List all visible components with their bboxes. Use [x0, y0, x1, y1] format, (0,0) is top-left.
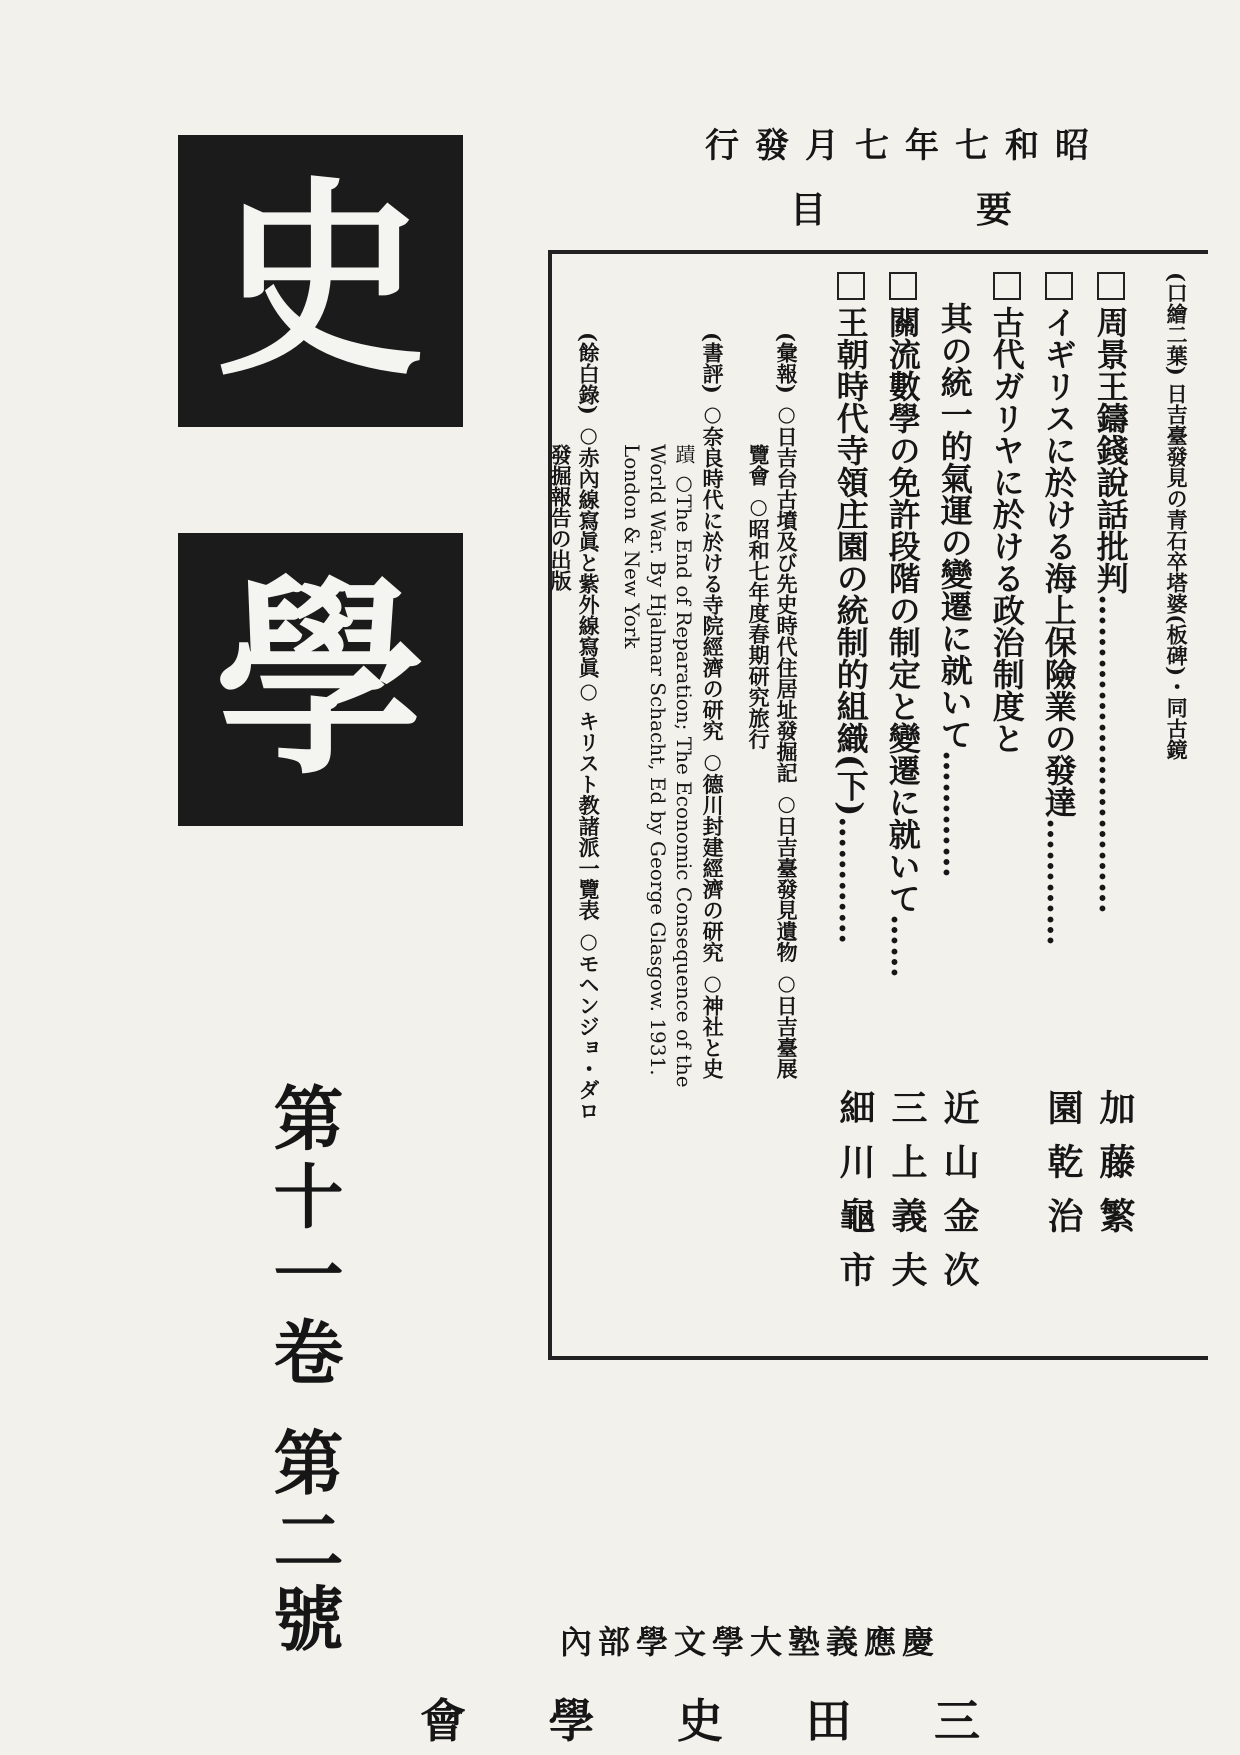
misc-label: (餘白錄) [576, 332, 602, 415]
news-line-1 [774, 332, 798, 1079]
article-3a [988, 272, 1025, 754]
toc-heading-char-1: 目 [790, 189, 827, 231]
article-author: 細川龜市 [834, 1089, 876, 1305]
publication-date: 昭和七年七月發行 [705, 126, 1105, 166]
checkbox-icon [1097, 272, 1125, 300]
toc-heading-char-2: 要 [976, 189, 1013, 231]
checkbox-icon [889, 272, 917, 300]
leader-dots: ………… [935, 750, 974, 878]
reviews-line-2: 蹟 ○The End of Reparation; The Economic Consequence of the [672, 444, 696, 1088]
checkbox-icon [1045, 272, 1073, 300]
society-char: 田 [805, 1694, 852, 1748]
leader-dots: ………… [831, 816, 870, 945]
title-char-shi: 史 [215, 157, 426, 404]
table-of-contents [548, 250, 1208, 1360]
article-title: 關流數學の免許段階の制定と變遷に就いて [883, 306, 922, 914]
article-2 [1040, 272, 1077, 946]
article-author: 園乾治 [1042, 1089, 1084, 1251]
publisher-department: 慶應義塾大學文學部內 [560, 1623, 941, 1661]
reviews-line-4: London & New York [620, 444, 644, 649]
article-title: イギリスに於ける海上保險業の發達 [1039, 306, 1078, 818]
volume-number: 第十一卷 第二號 [262, 1082, 345, 1661]
article-3b [936, 302, 973, 878]
news-line-2: 覽會 ○昭和七年度春期研究旅行 [746, 444, 772, 750]
society-char: 會 [420, 1694, 466, 1748]
news-text: ○日吉台古墳及び先史時代住居址發掘記 ○日吉臺發見遺物 ○日吉臺展 [774, 401, 800, 1079]
article-author: 加藤繁 [1094, 1089, 1136, 1251]
society-char: 三 [934, 1694, 980, 1748]
frontispiece-label: (口繪二葉) [1164, 272, 1190, 376]
leader-dots: ………………………… [1091, 594, 1130, 914]
misc-line-2: 發掘報告の出版 [548, 444, 574, 591]
article-title: 古代ガリヤに於ける政治制度と [987, 306, 1026, 754]
society-char: 史 [677, 1694, 723, 1748]
article-author: 近山金次 [938, 1089, 980, 1305]
leader-dots: ………… [1039, 818, 1078, 946]
publisher-society [420, 1685, 980, 1751]
article-5 [832, 272, 869, 944]
reviews-line-1 [700, 332, 724, 1079]
article-title: 周景王鑄錢說話批判 [1091, 306, 1130, 594]
checkbox-icon [837, 272, 865, 300]
article-1 [1092, 272, 1129, 914]
leader-dots: …… [883, 914, 922, 978]
title-char-gaku: 學 [215, 555, 426, 803]
title-block-gaku [178, 533, 463, 826]
reviews-label: (書評) [700, 332, 726, 394]
toc-heading [790, 182, 1012, 233]
frontispiece-text: 日吉臺發見の青石卒塔婆(板碑)・同古鏡 [1164, 383, 1190, 761]
article-title: 王朝時代寺領庄園の統制的組織(下) [831, 306, 870, 817]
frontispiece-note [1164, 272, 1188, 760]
society-char: 學 [548, 1694, 595, 1748]
checkbox-icon [993, 272, 1021, 300]
article-title: 其の統一的氣運の變遷に就いて [935, 302, 974, 750]
title-block-shi [178, 135, 463, 427]
news-label: (彙報) [774, 332, 800, 394]
article-4 [884, 272, 921, 978]
article-author: 三上義夫 [886, 1089, 928, 1305]
reviews-text: ○奈良時代に於ける寺院經濟の研究 ○德川封建經濟の研究 ○神社と史 [700, 401, 726, 1079]
reviews-line-3: World War. By Hjalmar Schacht, Ed by George Glasgow. 1931. [646, 444, 670, 1076]
misc-line-1 [576, 332, 600, 1121]
misc-text: ○赤內線寫眞と紫外線寫眞○ キリスト教諸派一覽表 ○モヘンジョ・ダロ [576, 422, 602, 1121]
